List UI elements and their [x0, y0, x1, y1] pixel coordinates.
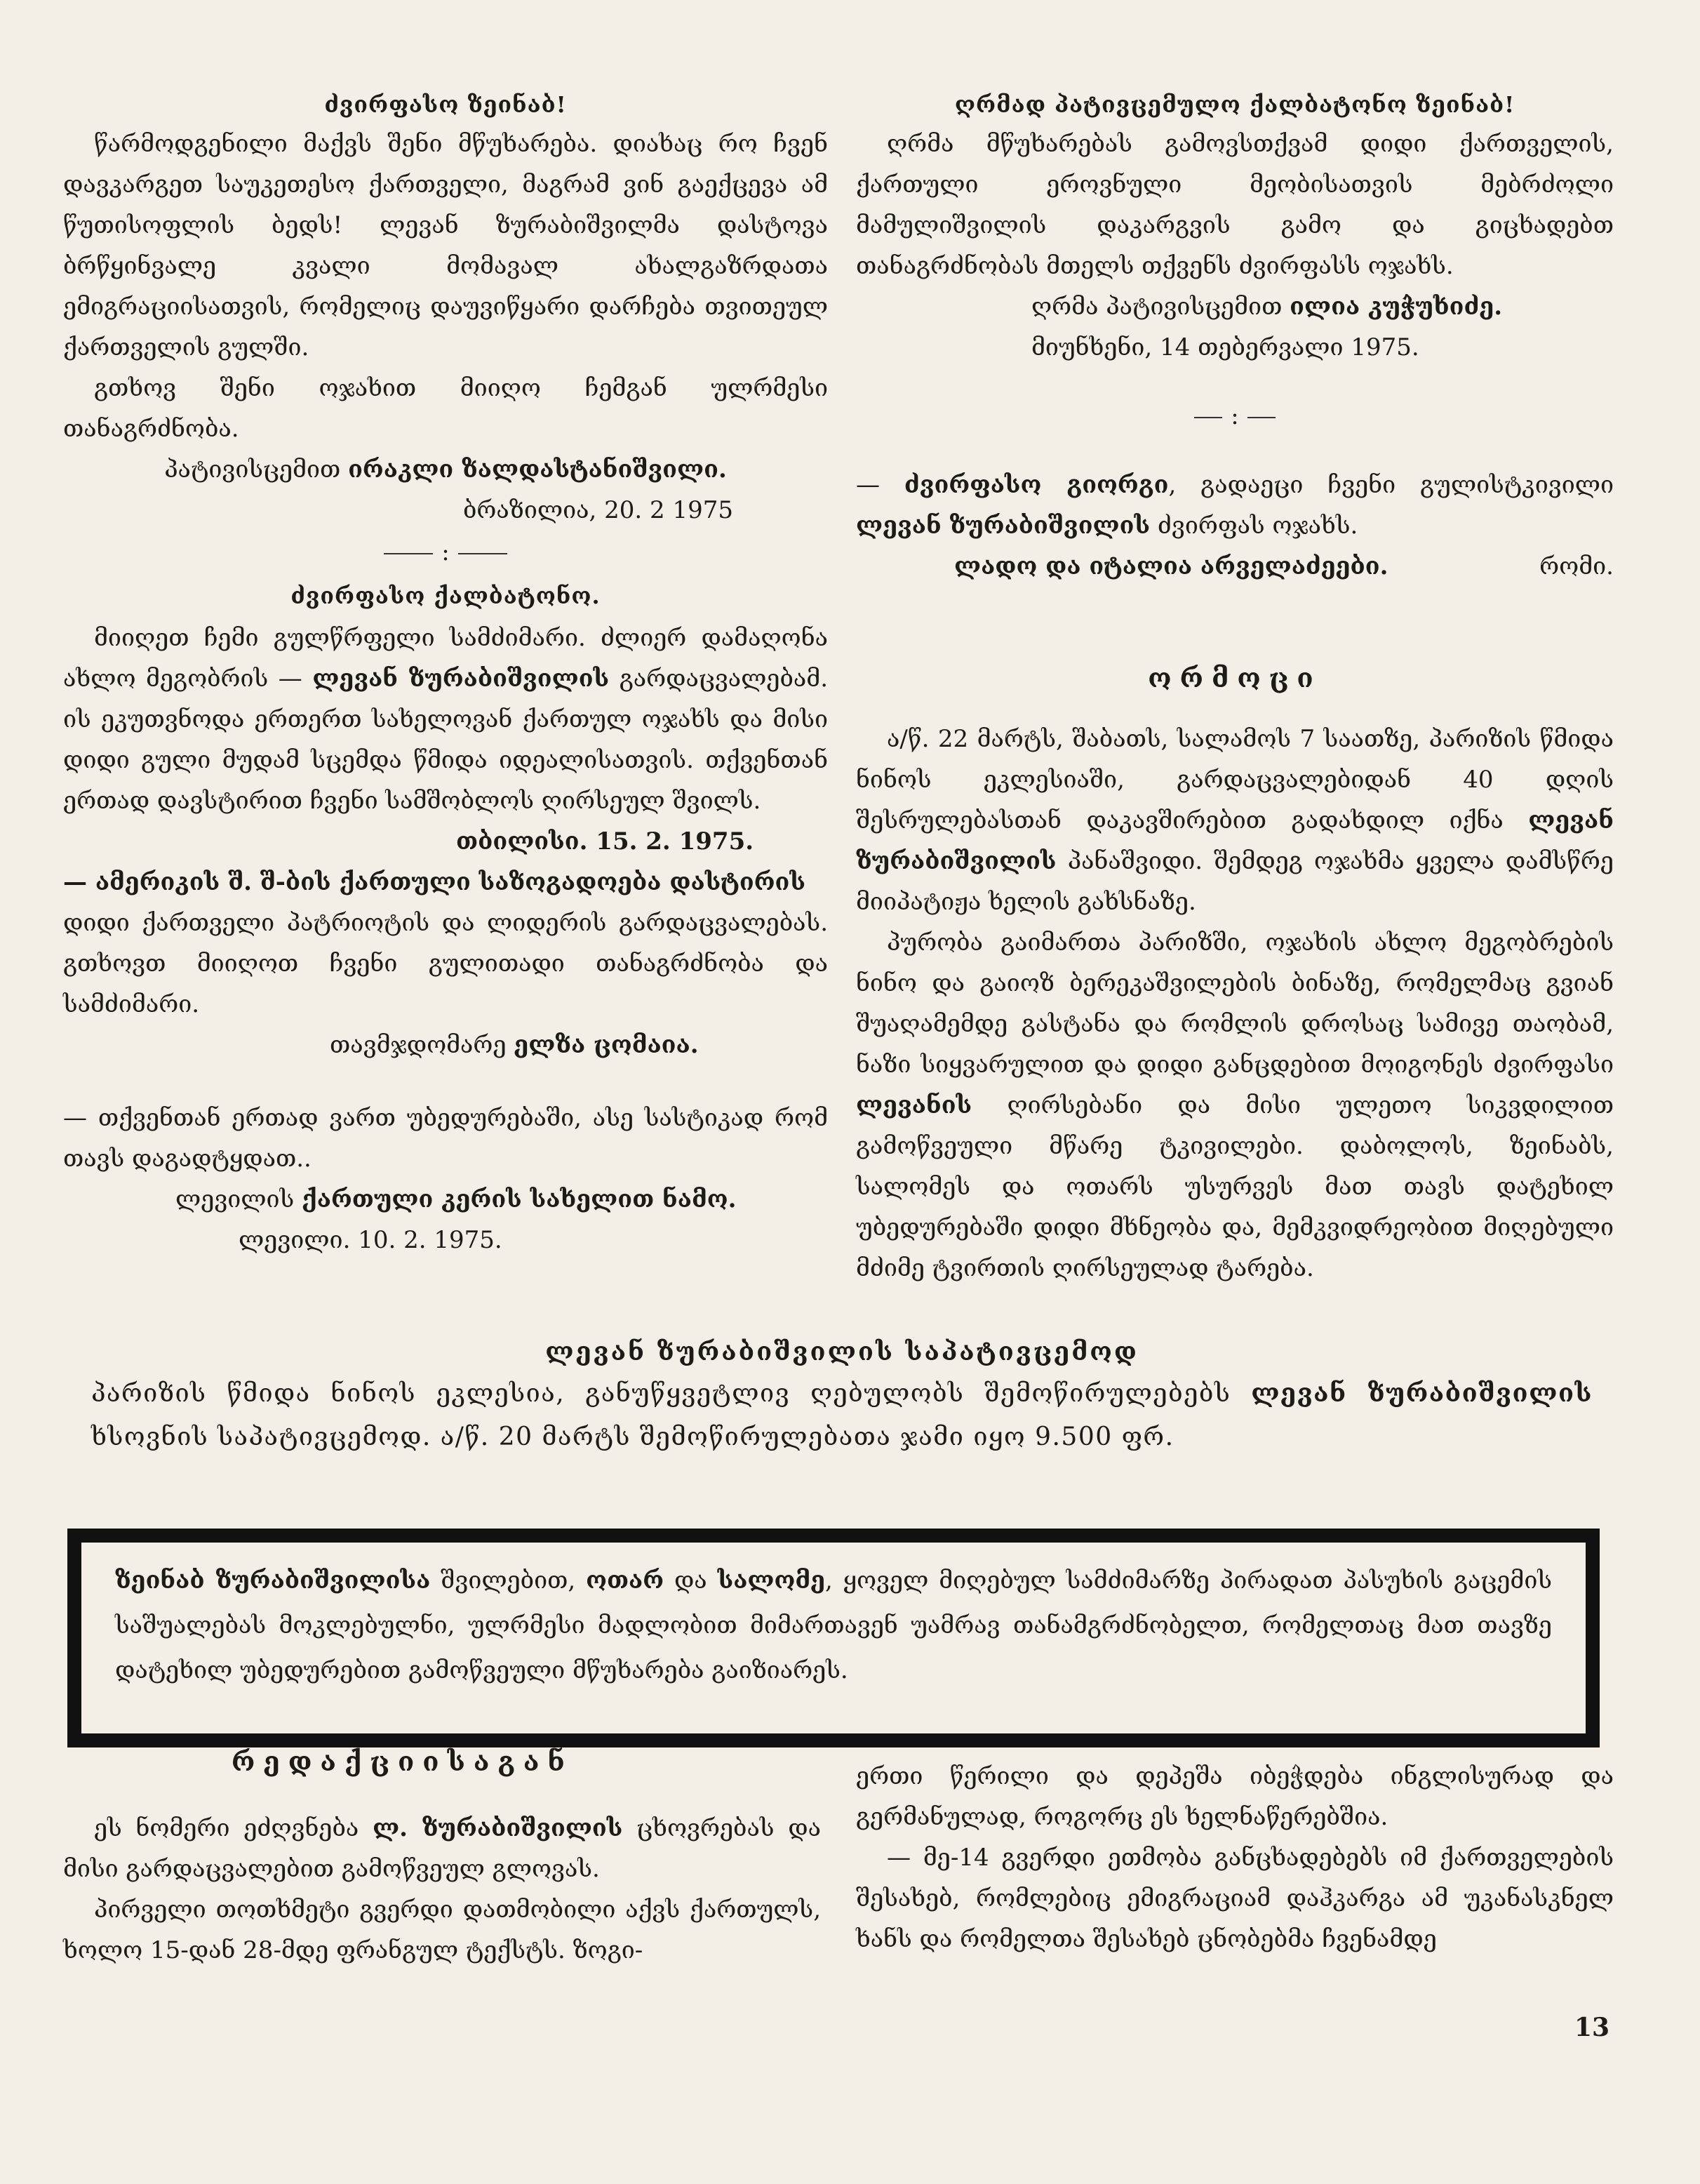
separator: [63, 535, 828, 570]
separator-mark: :: [1231, 402, 1239, 430]
body-text: და: [664, 1566, 718, 1594]
article-body: [856, 922, 1614, 1289]
letter-body: დიდი ქართველი პატრიოტის და ლიდერის გარდაცვალებას. გთხოვთ მიიღოთ ჩვენი გულითადი თანაგრძნობა და სამძიმარი.: [63, 909, 828, 1018]
editorial-right: [856, 1756, 1614, 1959]
editorial-heading: რედაქციისაგან: [232, 1745, 573, 1777]
signature-place: მიუნხენი, 14 თებერვალი 1975.: [1031, 333, 1419, 361]
body-text: ხსოვნის საპატივცემოდ. ა/წ. 20 მარტს შემოწირულებათა ჯამი იყო 9.500 ფრ.: [91, 1423, 1174, 1451]
signature-name: ლადო და იტალია არველაძეები.: [954, 552, 1388, 580]
separator: [856, 399, 1614, 434]
signature-prefix: პატივისცემით: [164, 455, 349, 484]
editorial-body: პირველი თოთხმეტი გვერდი დათმობილი აქვს ქართულს, ხოლო 15-დან 28-მდე ფრანგულ ტექსტს. ზოგი-: [63, 1896, 821, 1964]
separator-mark: :: [441, 538, 450, 566]
body-text: შვილებით,: [430, 1566, 587, 1594]
signature-name: ირაკლი ზალდასტანიშვილი.: [348, 455, 727, 484]
body-text: ცხოვრებას და მისი გარდაცვალებით გამოწვეულ გლოვას.: [63, 1814, 821, 1883]
letter-body: [856, 465, 1614, 546]
body-text: მიიღეთ ჩემი გულწრფელი სამძიმარი. ძლიერ დამაღონა ახლო მეგობრის —: [63, 624, 828, 693]
signature-prefix: თავმჯდომარე: [330, 1031, 514, 1059]
page-number: 13: [1574, 2013, 1610, 2042]
condolence-letter-2: [856, 86, 1614, 1289]
signature: [856, 546, 1614, 587]
article-body: [856, 719, 1614, 922]
signature: [856, 286, 1614, 327]
letter-body: [63, 618, 828, 821]
person-name: ლევან ზურაბიშვილის: [312, 665, 610, 693]
signature-place: ლევილი. 10. 2. 1975.: [239, 1226, 502, 1254]
person-name: სალომე: [717, 1566, 826, 1594]
person-name: ლევან ზურაბიშვილის: [1251, 1378, 1593, 1408]
editorial-body: [63, 1808, 821, 1889]
letter-title: ღრმად პატივცემულო ქალბატონო ზეინაბ!: [954, 91, 1515, 118]
signature: [63, 1179, 828, 1220]
organization-line: — ამერიკის შ. შ-ბის ქართული საზოგადოება დასტირის: [63, 868, 806, 896]
letter-body: გთხოვ შენი ოჯახით მიიღო ჩემგან ულრმესი თანაგრძნობა.: [63, 374, 828, 443]
body-text: ძვირფას ოჯახს.: [1150, 512, 1358, 540]
condolence-letter-1: [63, 86, 828, 1260]
section-heading-ormotsi: ორმოცი: [1148, 662, 1322, 693]
body-text: ეს ნომერი ეძღვნება: [94, 1814, 373, 1842]
signature: [63, 449, 828, 490]
signature-place: ბრაზილია, 20. 2 1975: [463, 496, 733, 524]
honor-notice: [91, 1332, 1593, 1459]
person-name: ძვირფასო გიორგი: [904, 471, 1169, 499]
body-text: ა/წ. 22 მარტს, შაბათს, სალამოს 7 საათზე, პარიზის წმიდა ნინოს ეკლესიაში, გარდაცვალებიდან 40 დღის შესრულებასთან დაკავშირებით გადახდილ იქნა: [856, 725, 1614, 834]
signature-place: რომი.: [1539, 552, 1614, 580]
person-name: ლევანის: [856, 1091, 972, 1119]
body-text: პარიზის წმიდა ნინოს ეკლესია, განუწყვეტლივ ღებულობს შემოწირულებებს: [91, 1379, 1252, 1408]
person-name: ლევან ზურაბიშვილის: [856, 512, 1151, 540]
letter-title: ძვირფასო ქალბატონო.: [290, 582, 601, 609]
editorial-body: ერთი წერილი და დეპეშა იბეჭდება ინგლისურად და გერმანულად, როგორც ეს ხელნაწერებშია.: [856, 1762, 1614, 1831]
body-text: , გადაეცი ჩვენი გულისტკივილი: [1168, 471, 1614, 499]
editorial-body: — მე-14 გვერდი ეთმობა განცხადებებს იმ ქართველების შესახებ, რომლებიც ემიგრაციამ დაჰკარგა ამ უკანასკნელ ხანს და რომელთა შესახებ ცნობებმა ჩვენამდე: [856, 1844, 1614, 1953]
person-name: ლ. ზურაბიშვილის: [373, 1814, 623, 1842]
signature-prefix: ლევილის: [175, 1185, 302, 1213]
signature-prefix: ღრმა პატივისცემით: [1031, 293, 1290, 321]
honor-title: ლევან ზურაბიშვილის საპატივცემოდ: [545, 1337, 1139, 1366]
letter-body: წარმოდგენილი მაქვს შენი მწუხარება. დიახაც რო ჩვენ დავკარგეთ საუკეთესო ქართველი, მაგრამ ვინ გაექცევა ამ წუთისოფლის ბედს! ლევან ზურაბიშვილმა დასტოვა ბრწყინვალე კვალი მომავალ ახალგაზრდათა ემიგრაციისათვის, რომელიც დაუვიწყარი დარჩება თვითეულ ქართველის გულში.: [63, 130, 828, 361]
person-name: ოთარ: [586, 1566, 664, 1594]
body-text: ღირსებანი და მისი ულეთო სიკვდილით გამოწვეული მწარე ტკივილები. დაბოლოს, ზეინაბს, სალომეს და ოთარს უსურვეს მათ თავს დატეხილ უბედურებაში დიდი მხნეობა და, მემკვიდრეობით მიღებული მძიმე ტვირთის ღირსეულად ტარება.: [856, 1091, 1614, 1282]
signature-name: ილია კუჭუხიძე.: [1290, 293, 1503, 321]
signature-name: ელზა ცომაია.: [514, 1031, 699, 1059]
letter-body: — თქვენთან ერთად ვართ უბედურებაში, ასე სასტიკად რომ თავს დაგადტყდათ..: [63, 1104, 828, 1173]
honor-text: [91, 1371, 1593, 1459]
body-text: პურობა გაიმართა პარიზში, ოჯახის ახლო მეგობრების ნინო და გაიოზ ბერეკაშვილების ბინაზე, რომელმაც გვიან შუაღამემდე გასტანა და რომლის დროსაც სამივე თაობამ, ნაზი სიყვარულით და დიდი განცდებით მოიგონეს ძვირფასი: [856, 928, 1614, 1079]
signature-name: ქართული კერის სახელით ნამო.: [302, 1185, 737, 1213]
editorial-left: [63, 1740, 821, 1971]
body-text: პანაშვიდი. შემდეგ ოჯახმა ყველა დამსწრე მიიპატიჟა ხელის გახსნაზე.: [856, 847, 1614, 916]
body-text: —: [856, 471, 904, 499]
signature-place: თბილისი. 15. 2. 1975.: [456, 827, 754, 855]
person-name: ზეინაბ ზურაბიშვილისა: [115, 1566, 431, 1594]
body-text: , ყოველ მიღებულ სამძიმარზე პირადათ პასუხის გაცემის საშუალებას მოკლებულნი, ულრმესი მადლობით მიმართავენ უამრავ თანამგრძნობელთ, რომელთაც მათ თავზე დატეხილ უბედურებით გამოწვეული მწუხარება გაიზიარეს.: [115, 1566, 1552, 1684]
body-text: გარდაცვალებამ. ის ეკუთვნოდა ერთერთ სახელოვან ქართულ ოჯახს და მისი დიდი გული მუდამ სცემდა წმიდა იდეალისათვის. თქვენთან ერთად დავსტირით ჩვენი სამშობლოს ღირსეულ შვილს.: [63, 665, 829, 815]
letter-body: ღრმა მწუხარებას გამოვსთქვამ დიდი ქართველის, ქართული ეროვნული მეობისათვის მებრძოლი მამულიშვილის დაკარგვის გამო და გიცხადებთ თანაგრძნობას მთელს თქვენს ძვირფასს ოჯახს.: [856, 130, 1614, 280]
person-name: ლევან ზურაბიშვილის: [856, 806, 1614, 875]
signature: [63, 1025, 828, 1065]
gratitude-text: [115, 1558, 1552, 1693]
gratitude-notice-box: [67, 1529, 1600, 1747]
letter-title: ძვირფასო ზეინაბ!: [324, 91, 567, 118]
